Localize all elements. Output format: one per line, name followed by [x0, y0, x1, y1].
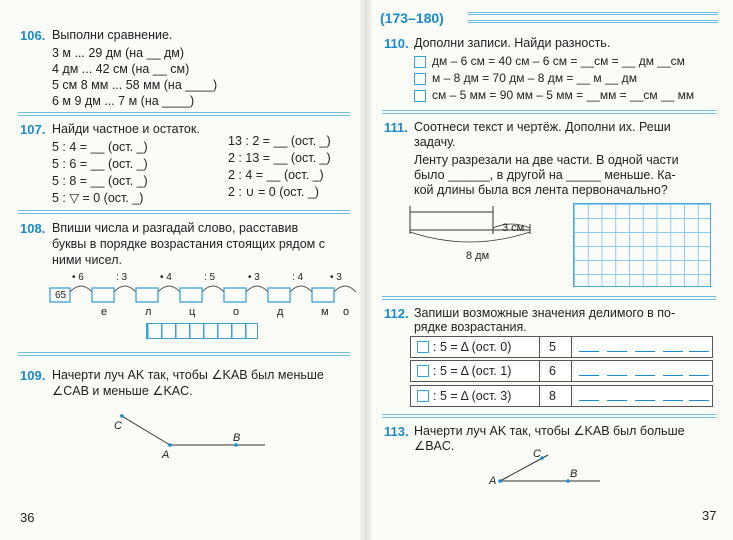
row-value: 8	[549, 389, 556, 403]
exercise-111-text-2: задачу.	[414, 135, 456, 149]
exercise-106-title: Выполни сравнение.	[52, 28, 173, 42]
exercise-111-number: 111.	[384, 120, 408, 135]
point-c-label: C	[533, 448, 541, 460]
exercise-108-text-2: буквы в порядке возрастания стоящих рядом с	[52, 237, 325, 251]
cell-divider	[571, 386, 572, 406]
answer-box[interactable]	[414, 56, 426, 68]
page-number-right: 37	[702, 508, 717, 523]
answer-blank[interactable]	[607, 400, 627, 401]
row-value: 5	[549, 340, 556, 354]
exercise-113-text-2: ∠BAC.	[414, 439, 455, 453]
exercise-106-line-4: 6 м 9 дм ... 7 м (на ____)	[52, 94, 195, 108]
exercise-109-text-2: ∠CAB и меньше ∠KAC.	[52, 384, 193, 398]
exercise-112-text-2: рядке возрастания.	[414, 320, 527, 334]
exercise-110-title: Дополни записи. Найди разность.	[414, 36, 611, 50]
angle-diagram-113	[490, 445, 610, 490]
exercise-106-line-1: 3 м ... 29 дм (на __ дм)	[52, 46, 185, 60]
cell-divider	[539, 337, 540, 357]
table-row	[410, 360, 713, 382]
answer-blank[interactable]	[635, 351, 655, 352]
answer-blank[interactable]	[663, 400, 683, 401]
answer-blank[interactable]	[663, 375, 683, 376]
cell-divider	[571, 361, 572, 381]
answer-box[interactable]	[417, 365, 429, 377]
chain-op-1: • 6	[72, 272, 84, 283]
table-row	[410, 385, 713, 407]
row-expression: : 5 = Δ (ост. 3)	[433, 389, 512, 403]
chain-letter-3: ц	[189, 306, 196, 318]
exercise-108-text-1: Впиши числа и разгадай слово, расставив	[52, 221, 299, 235]
chain-letter-4: о	[233, 306, 240, 318]
chain-letter-1: е	[101, 306, 108, 318]
page-number-left: 36	[20, 510, 35, 525]
exercise-108-number: 108.	[20, 221, 46, 236]
answer-blank[interactable]	[635, 375, 655, 376]
chain-op-6: : 4	[292, 272, 304, 283]
answer-blank[interactable]	[635, 400, 655, 401]
chain-op-7: • 3	[330, 272, 342, 283]
ribbon-label-dm: 8 дм	[466, 250, 490, 262]
exercise-110-number: 110.	[384, 36, 409, 51]
exercise-106-number: 106.	[20, 28, 46, 43]
exercise-107-right-1: 13 : 2 = __ (ост. _)	[228, 134, 331, 148]
answer-blank[interactable]	[689, 375, 709, 376]
exercise-111-para-3: кой длины была вся лента первоначально?	[414, 183, 668, 197]
answer-blank[interactable]	[663, 351, 683, 352]
point-a-label: A	[162, 449, 170, 461]
header-line	[468, 20, 718, 23]
ribbon-label-cm: 3 см	[502, 222, 525, 234]
answer-blank[interactable]	[579, 375, 599, 376]
exercise-107-right-3: 2 : 4 = __ (ост. _)	[228, 168, 324, 182]
exercise-111-para-1: Ленту разрезали на две части. В одной части	[414, 153, 679, 167]
exercise-110-line-2: м – 8 дм = 70 дм – 8 дм = __ м __ дм	[432, 71, 637, 85]
table-row	[410, 336, 713, 358]
exercise-107-left-1: 5 : 4 = __ (ост. _)	[52, 140, 148, 154]
answer-box[interactable]	[414, 90, 426, 102]
exercise-109-text-1: Начерти луч AK так, чтобы ∠KAB был меньше	[52, 368, 324, 382]
exercise-106-line-2: 4 дм ... 42 см (на __ см)	[52, 62, 190, 76]
chain-op-3: • 4	[160, 272, 172, 283]
exercise-107-title: Найди частное и остаток.	[52, 122, 200, 136]
exercise-109-number: 109.	[20, 368, 46, 383]
chain-letter-6: м	[321, 306, 329, 318]
point-a-label: A	[489, 475, 497, 487]
chain-letter-2: л	[145, 306, 152, 318]
exercise-113-number: 113.	[384, 424, 409, 439]
header-line	[468, 12, 718, 15]
separator	[382, 296, 716, 300]
cell-divider	[571, 337, 572, 357]
exercise-107-right-2: 2 : 13 = __ (ост. _)	[228, 151, 331, 165]
separator	[382, 110, 716, 114]
chain-letter-7: о	[343, 306, 350, 318]
answer-blank[interactable]	[579, 400, 599, 401]
exercise-107-left-2: 5 : 6 = __ (ост. _)	[52, 157, 148, 171]
row-expression: : 5 = Δ (ост. 0)	[433, 340, 512, 354]
exercise-111-para-2: было ______, в другой на _____ меньше. Ка-	[414, 168, 676, 182]
chain-op-2: : 3	[116, 272, 128, 283]
cell-divider	[539, 386, 540, 406]
point-b-label: B	[570, 468, 578, 480]
exercise-107-number: 107.	[20, 122, 46, 137]
answer-blank[interactable]	[689, 351, 709, 352]
separator	[382, 414, 716, 418]
exercise-113-text-1: Начерти луч AK так, чтобы ∠KAB был больше	[414, 424, 685, 438]
point-b-label: B	[233, 432, 241, 444]
exercise-110-line-3: см – 5 мм = 90 мм – 5 мм = __мм = __см __ мм	[432, 88, 695, 102]
answer-box[interactable]	[414, 73, 426, 85]
cell-divider	[539, 361, 540, 381]
chain-op-4: : 5	[204, 272, 216, 283]
row-value: 6	[549, 364, 556, 378]
chain-letter-5: д	[277, 306, 284, 318]
exercise-112-text-1: Запиши возможные значения делимого в по-	[414, 306, 676, 320]
exercise-111-text-1: Соотнеси текст и чертёж. Дополни их. Реши	[414, 120, 671, 134]
exercise-112-number: 112.	[384, 306, 409, 321]
exercise-108-text-3: ними чисел.	[52, 253, 122, 267]
row-expression: : 5 = Δ (ост. 1)	[433, 364, 512, 378]
exercise-106-line-3: 5 см 8 мм ... 58 мм (на ____)	[52, 78, 218, 92]
exercise-107-right-4: 2 : ∪ = 0 (ост. _)	[228, 185, 319, 199]
answer-box[interactable]	[417, 390, 429, 402]
exercise-110-line-1: дм – 6 см = 40 см – 6 см = __см = __ дм __см	[432, 54, 685, 68]
answer-blank[interactable]	[579, 351, 599, 352]
lesson-range: (173–180)	[380, 10, 444, 26]
solution-grid[interactable]	[573, 203, 711, 287]
answer-box[interactable]	[417, 341, 429, 353]
chain-op-5: • 3	[248, 272, 260, 283]
chain-start-number: 65	[55, 290, 67, 301]
answer-blank[interactable]	[689, 400, 709, 401]
answer-blank[interactable]	[607, 351, 627, 352]
exercise-107-left-4: 5 : ▽ = 0 (ост. _)	[52, 191, 144, 205]
answer-blank[interactable]	[607, 375, 627, 376]
point-c-label: C	[114, 420, 122, 432]
exercise-107-left-3: 5 : 8 = __ (ост. _)	[52, 174, 148, 188]
